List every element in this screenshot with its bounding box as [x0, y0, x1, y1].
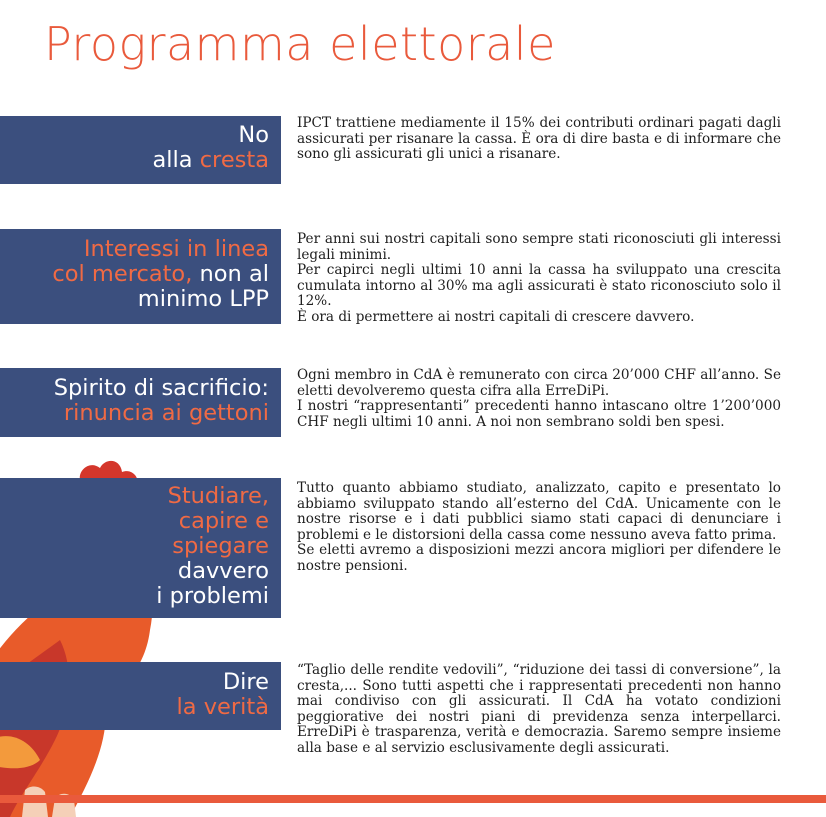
label-line: Interessi in linea	[83, 236, 269, 262]
paragraph: Per anni sui nostri capitali sono sempre stati riconosciuti gli interessi legali minimi.	[297, 231, 781, 263]
label-line: Dire	[222, 669, 269, 695]
section-label-dire-la-verita	[0, 662, 281, 730]
label-line: alla cresta	[152, 147, 269, 173]
label-line: Spirito di sacrificio:	[53, 375, 269, 401]
section-text	[297, 116, 781, 163]
label-line: col mercato, non al	[52, 261, 269, 287]
section-text	[297, 368, 781, 430]
label-line: rinuncia ai gettoni	[63, 400, 269, 426]
paragraph: I nostri “rappresentanti” precedenti hanno intascano oltre 1’200’000 CHF negli ultimi 10 anni. A noi non sembrano soldi ben spesi.	[297, 398, 781, 430]
paragraph: È ora di permettere ai nostri capitali di crescere davvero.	[297, 308, 695, 325]
label-line: la verità	[176, 694, 269, 720]
paragraph: IPCT trattiene mediamente il 15% dei contributi ordinari pagati dagli assicurati per risanare la cassa. È ora di dire basta e di informare che sono gli assicurati gli unici a risanare.	[297, 115, 781, 163]
paragraph: Tutto quanto abbiamo studiato, analizzato, capito e presentato lo abbiamo sviluppato stando all’esterno del CdA. Unicamente con le nostre risorse e i dati pubblici siamo stati capaci di denunciare i problemi e le distorsioni della cassa come nessuno aveva fatto prima.	[297, 480, 781, 543]
section-label-studiare	[0, 478, 281, 618]
label-line: spiegare	[172, 533, 269, 559]
footer-divider	[0, 795, 826, 803]
section-text	[297, 481, 781, 575]
label-line: Studiare,	[167, 483, 269, 509]
section-label-interessi	[0, 229, 281, 324]
label-line: davvero	[177, 558, 269, 584]
label-line: capire e	[178, 508, 269, 534]
paragraph: Per capirci negli ultimi 10 anni la cassa ha sviluppato una crescita cumulata intorno al 30% ma agli assicurati è stato riconosciuto solo il 12%.	[297, 262, 781, 310]
section-label-no-alla-cresta	[0, 116, 281, 184]
section-text	[297, 663, 781, 757]
label-line: minimo LPP	[137, 286, 269, 312]
page-title: Programma elettorale	[44, 17, 556, 71]
paragraph: Se eletti avremo a disposizioni mezzi ancora migliori per difendere le nostre pensioni.	[297, 542, 781, 574]
paragraph: Ogni membro in CdA è remunerato con circa 20’000 CHF all’anno. Se eletti devolveremo questa cifra alla ErreDiPi.	[297, 367, 781, 399]
label-line: No	[238, 122, 269, 148]
paragraph: “Taglio delle rendite vedovili”, “riduzione dei tassi di conversione”, la cresta,... Sono tutti aspetti che i rappresentati precedenti non hanno mai condiviso con gli assicurati. Il CdA ha votato condizioni peggiorative dei nostri piani di previdenza senza interpellarci. ErreDiPi è trasparenza, verità e democrazia. Saremo sempre insieme alla base e al servizio esclusivamente degli assicurati.	[297, 662, 781, 756]
label-line: i problemi	[156, 583, 269, 609]
section-label-spirito-di-sacrificio	[0, 368, 281, 437]
section-text	[297, 232, 781, 326]
